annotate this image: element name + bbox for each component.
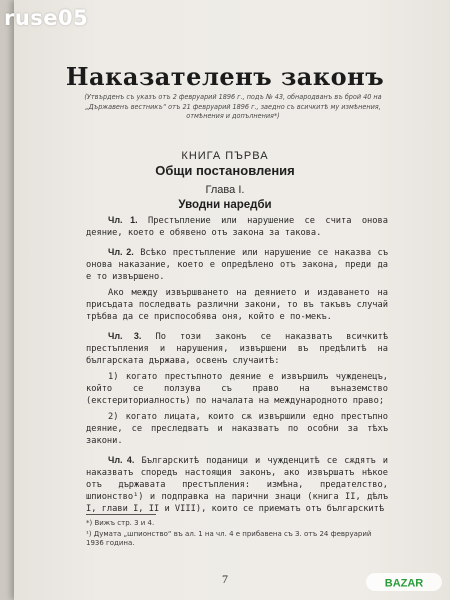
book-title: Общи постановления <box>155 163 295 178</box>
footnotes <box>86 514 376 550</box>
chapter-label: Глава I. <box>205 184 245 196</box>
article-paragraph <box>86 411 388 447</box>
article-text: 1) когато престъпното деяние е извършилъ чужденецъ, който се ползува съ право на въназемство (екстериториалность) по началата на международното право; <box>86 372 388 406</box>
article-paragraph <box>86 246 388 283</box>
articles-body <box>86 214 388 515</box>
book-label: КНИГА ПЪРВА <box>181 150 269 162</box>
article-number: Чл. 2. <box>108 247 134 257</box>
approval-note: (Утвърденъ съ указъ отъ 2 февруарий 1896 г., подъ № 43, обнародванъ въ брой 40 на „Държавенъ вестникъ“ отъ 21 февруарий 1896 г., заедно съ всичкитѣ му измѣнения, отмѣнения и допълнения*) <box>84 92 382 121</box>
seller-watermark: ruse05 <box>4 6 89 30</box>
article-number: Чл. 1. <box>108 215 138 225</box>
article-paragraph <box>86 330 388 367</box>
article-text: 2) когато лицата, които сѫ извършили едно престъпно деяние, се преследватъ и наказватъ по особни за тѣхъ закони. <box>86 412 388 446</box>
article-paragraph <box>86 454 388 515</box>
footnote: ¹) Думата „шпионство“ въ ал. 1 на чл. 4 е прибавена съ З. отъ 24 февруарий 1936 година. <box>86 530 372 547</box>
article-paragraph <box>86 214 388 239</box>
article-text: Престъпление или нарушение се счита онова деяние, което е обявено отъ закона за такова. <box>86 216 388 238</box>
article-text: Всѣко престъпление или нарушение се наказва съ онова наказание, което е опредѣлено отъ закона, преди да е то извършено. <box>86 248 388 282</box>
article-text: По този законъ се наказватъ всичкитѣ престъпления и нарушения, извършени въ предѣлитѣ на българската държава, освенъ случаитѣ: <box>86 332 388 366</box>
page-number: 7 <box>222 572 228 586</box>
article-paragraph <box>86 287 388 323</box>
logo-text: BAZAR <box>384 577 424 590</box>
article-number: Чл. 3. <box>108 331 142 341</box>
article-paragraph <box>86 371 388 407</box>
footnote-divider <box>86 514 156 515</box>
bazar-logo-icon <box>366 570 442 594</box>
article-text: Българскитѣ поданици и чужденцитѣ се сѫдятъ и наказватъ споредъ настоящия законъ, ако извършатъ нѣкое отъ държавата престъпления: измѣна, предателство, шпионство¹) и подправка на парични знаци (книга II, дѣлъ I, глави I, II и VIII), които се приематъ отъ българскитѣ <box>86 456 388 514</box>
article-number: Чл. 4. <box>108 455 135 465</box>
chapter-title: Уводни наредби <box>178 199 272 211</box>
article-text: Ако между извършването на деянието и издаването на присъдата последвать различни закони, то въ такъвъ случай трѣбва да се приспособява оня, който е по-мекъ. <box>86 288 388 322</box>
footnote: *) Вижъ стр. 3 и 4. <box>86 519 155 527</box>
page-title: Наказателенъ законъ <box>65 62 385 91</box>
